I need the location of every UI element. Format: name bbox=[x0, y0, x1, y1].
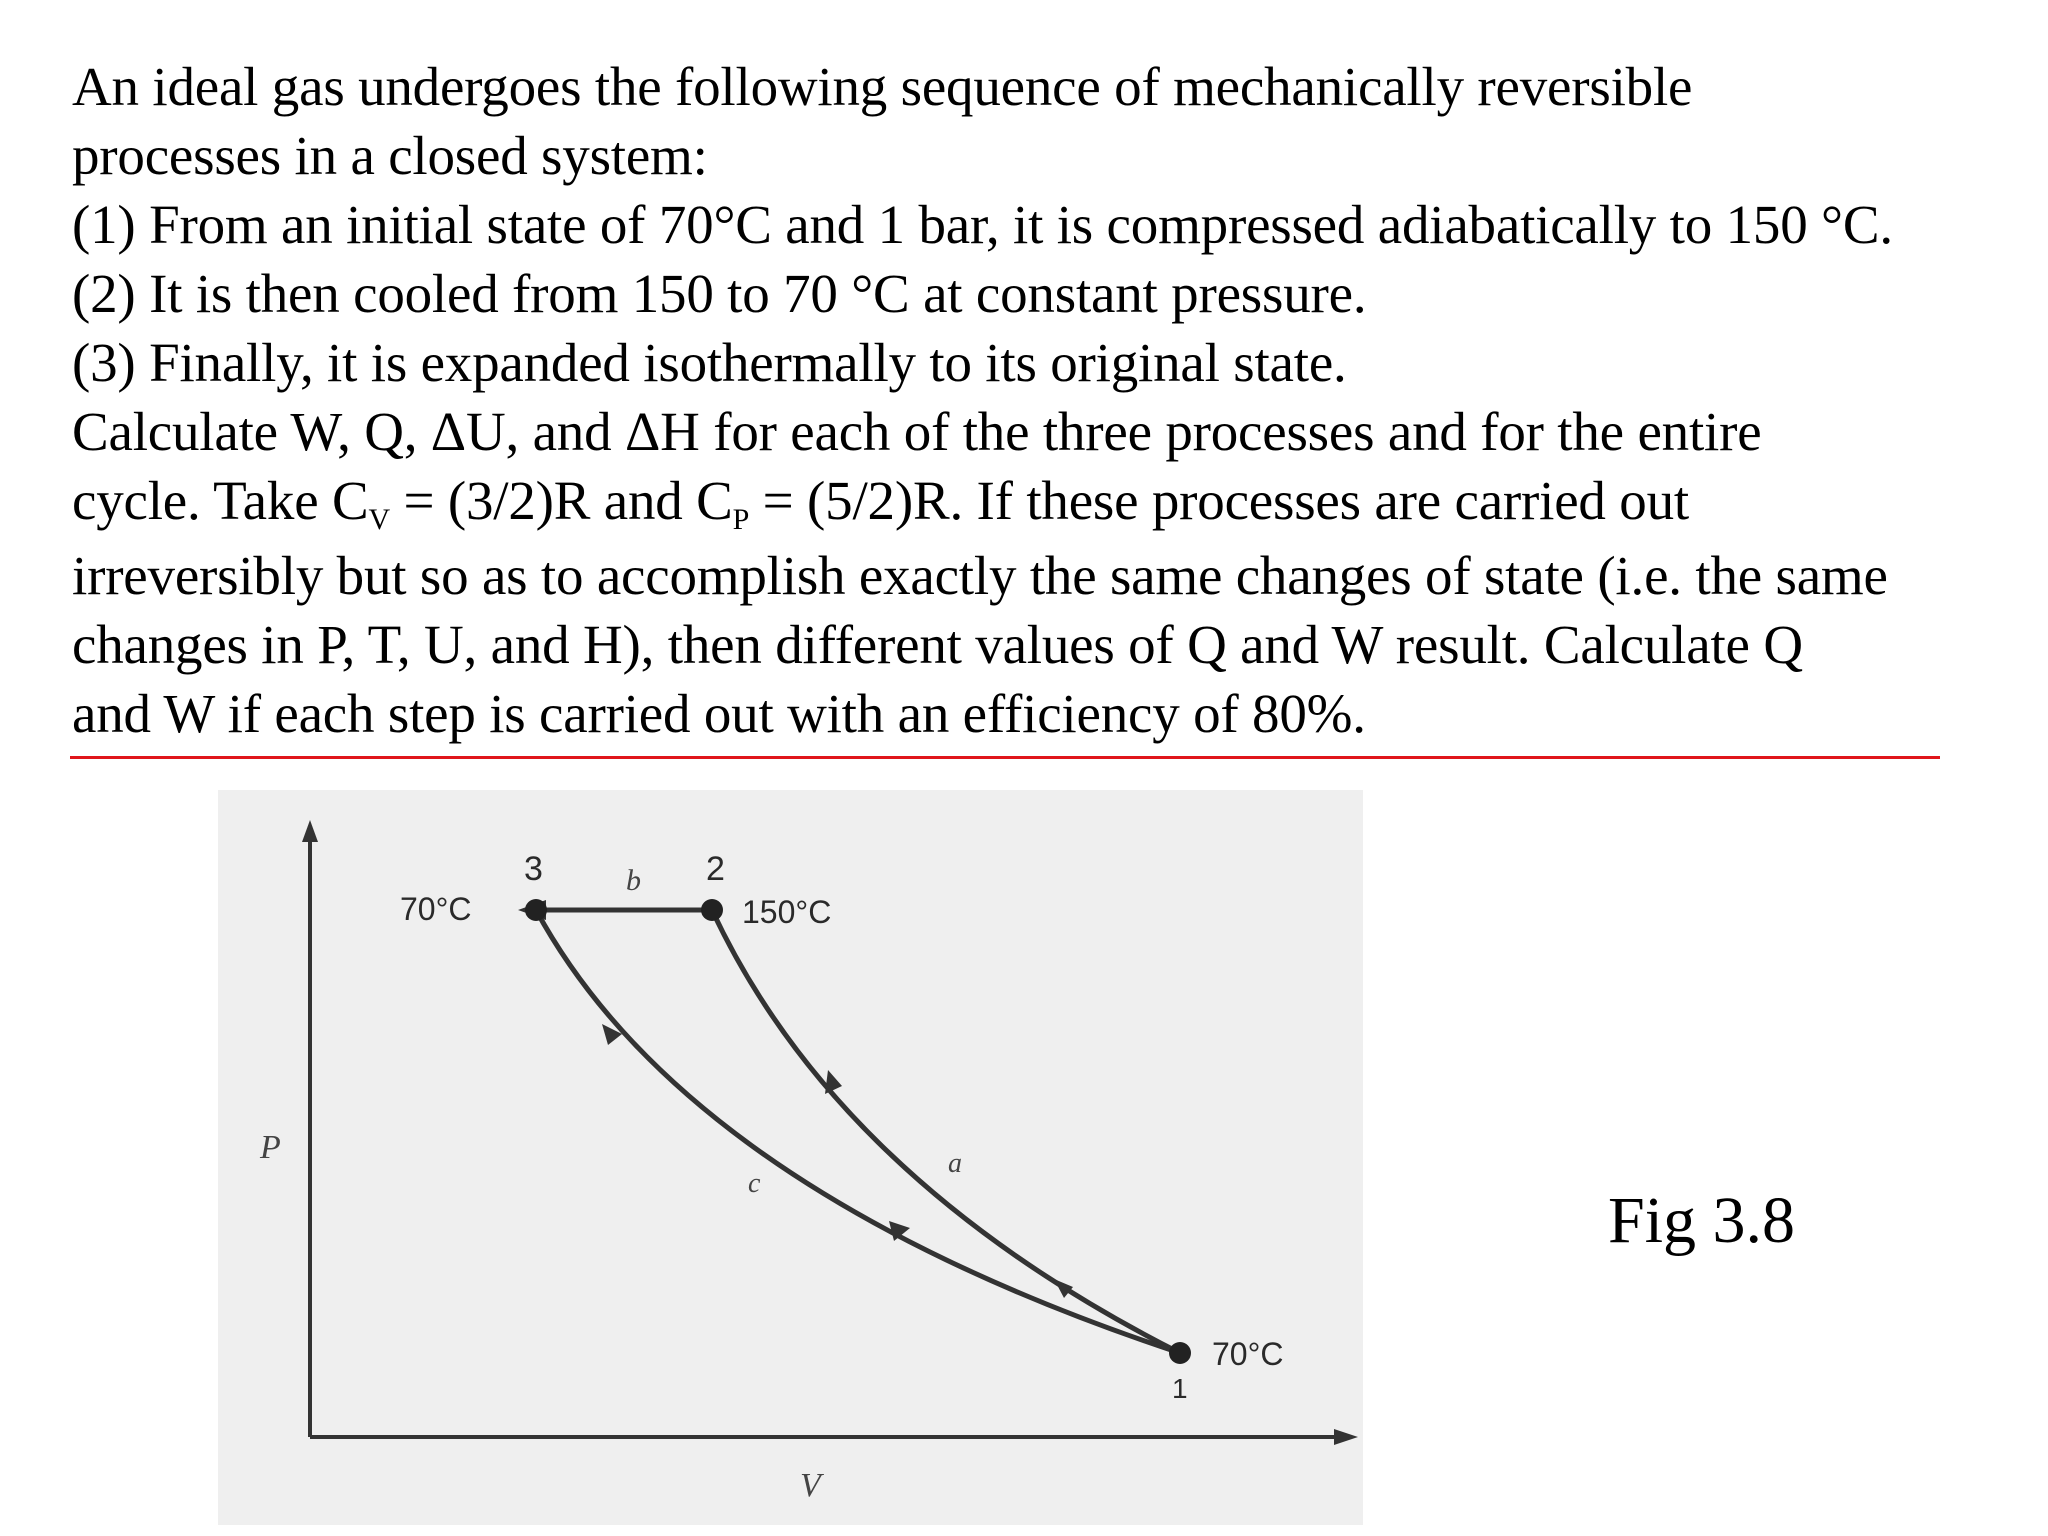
problem-statement bbox=[72, 52, 2032, 748]
figure-caption: Fig 3.8 bbox=[1608, 1184, 1796, 1257]
problem-line: (3) Finally, it is expanded isothermally to its original state. bbox=[72, 332, 1347, 393]
point-3-temperature: 70°C bbox=[400, 891, 472, 927]
problem-line: changes in P, T, U, and H), then different values of Q and W result. Calculate Q bbox=[72, 614, 1803, 675]
path-a-label: a bbox=[948, 1148, 962, 1179]
problem-line: Calculate W, Q, ΔU, and ΔH for each of the three processes and for the entire bbox=[72, 401, 1762, 462]
x-axis-arrowhead bbox=[1334, 1429, 1358, 1445]
cycle-text: cycle. Take C bbox=[72, 470, 369, 531]
path-c-label: c bbox=[748, 1168, 761, 1199]
problem-line: An ideal gas undergoes the following sequence of mechanically reversible bbox=[72, 56, 1693, 117]
state-point-2 bbox=[701, 899, 723, 921]
problem-line: (1) From an initial state of 70°C and 1 bar, it is compressed adiabatically to 150 °C. bbox=[72, 194, 1893, 255]
point-1-label: 1 bbox=[1172, 1373, 1188, 1404]
y-axis-label: P bbox=[260, 1129, 281, 1166]
problem-line-heat-capacities bbox=[72, 466, 2032, 535]
problem-line: (2) It is then cooled from 150 to 70 °C at constant pressure. bbox=[72, 263, 1367, 324]
cycle-text: = (3/2)R and C bbox=[389, 470, 733, 531]
state-point-1 bbox=[1169, 1342, 1191, 1364]
path-c-curve bbox=[536, 910, 1180, 1353]
pv-diagram bbox=[218, 790, 1363, 1525]
problem-line: processes in a closed system: bbox=[72, 125, 708, 186]
cv-subscript: V bbox=[368, 503, 390, 536]
point-2-temperature: 150°C bbox=[742, 894, 832, 930]
problem-line: irreversibly but so as to accomplish exactly the same changes of state (i.e. the same bbox=[72, 545, 1888, 606]
problem-line: and W if each step is carried out with an efficiency of 80%. bbox=[72, 683, 1366, 744]
cp-subscript: P bbox=[732, 503, 750, 536]
pv-diagram-svg bbox=[218, 790, 1363, 1525]
path-a-arrow bbox=[1054, 1279, 1073, 1298]
point-2-label: 2 bbox=[706, 850, 725, 888]
state-point-3 bbox=[525, 899, 547, 921]
path-a-arrow bbox=[825, 1070, 842, 1094]
y-axis-arrowhead bbox=[302, 820, 318, 842]
x-axis-label: V bbox=[800, 1467, 821, 1504]
cycle-text: = (5/2)R. If these processes are carried out bbox=[749, 470, 1689, 531]
point-1-temperature: 70°C bbox=[1212, 1336, 1284, 1372]
path-b-label: b bbox=[626, 864, 641, 897]
red-divider bbox=[70, 756, 1940, 759]
point-3-label: 3 bbox=[524, 850, 543, 888]
path-a-curve bbox=[712, 910, 1180, 1353]
